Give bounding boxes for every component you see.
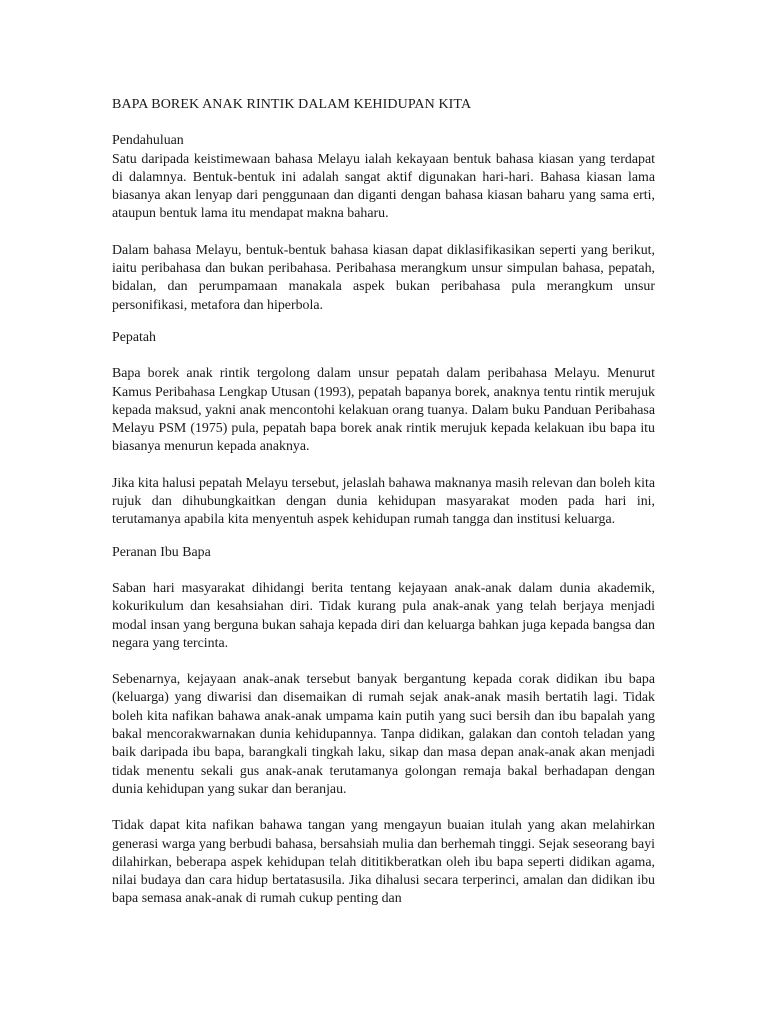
paragraph: Saban hari masyarakat dihidangi berita tentang kejayaan anak-anak dalam dunia akademik, kokurikulum dan kesahsiahan diri. Tidak kurang pula anak-anak yang telah berjaya menjadi modal insan yang berguna bukan sahaja kepada diri dan keluarga bahkan juga kepada bangsa dan negara yang tercinta. — [112, 580, 655, 651]
document-body — [112, 96, 655, 909]
paragraph: Satu daripada keistimewaan bahasa Melayu ialah kekayaan bentuk bahasa kiasan yang terdapat di dalamnya. Bentuk-bentuk ini adalah sangat aktif digunakan hari-hari. Bahasa kiasan lama biasanya akan lenyap dari penggunaan dan diganti dengan bahasa kiasan baharu yang sama erti, ataupun bentuk lama itu mendapat makna baharu. — [112, 151, 655, 222]
paragraph: Tidak dapat kita nafikan bahawa tangan yang mengayun buaian itulah yang akan melahirkan generasi warga yang berbudi bahasa, bersahsiah mulia dan berhemah tinggi. Sejak seseorang bayi dilahirkan, beberapa aspek kehidupan telah dititikberatkan oleh ibu bapa seperti didikan agama, nilai budaya dan cara hidup bertatasusila. Jika dihalusi secara terperinci, amalan dan didikan ibu bapa semasa anak-anak di rumah cukup penting dan — [112, 818, 655, 907]
paragraph: Dalam bahasa Melayu, bentuk-bentuk bahasa kiasan dapat diklasifikasikan seperti yang berikut, iaitu peribahasa dan bukan peribahasa. Peribahasa merangkum unsur simpulan bahasa, pepatah, bidalan, dan perumpamaan manakala aspek bukan peribahasa pula merangkum unsur personifikasi, metafora dan hiperbola. — [112, 242, 655, 313]
paragraph: Sebenarnya, kejayaan anak-anak tersebut banyak bergantung kepada corak didikan ibu bapa (keluarga) yang diwarisi dan disemaikan di rumah sejak anak-anak masih bertatih lagi. Tidak boleh kita nafikan bahawa anak-anak umpama kain putih yang suci bersih dan ibu bapalah yang bakal mencorakwarnakan dunia kehidupannya. Tanpa didikan, galakan dan contoh teladan yang baik daripada ibu bapa, barangkali tingkah laku, sikap dan masa depan anak-anak akan menjadi tidak menentu sekali gus anak-anak terutamanya golongan remaja bakal berhadapan dengan dunia kehidupan yang sukar dan beranjau. — [112, 672, 655, 797]
section-heading-pepatah: Pepatah — [112, 329, 156, 345]
document-title: BAPA BOREK ANAK RINTIK DALAM KEHIDUPAN KITA — [112, 97, 472, 112]
paragraph: Bapa borek anak rintik tergolong dalam unsur pepatah dalam peribahasa Melayu. Menurut Kamus Peribahasa Lengkap Utusan (1993), pepatah bapanya borek, anaknya tentu rintik merujuk kepada maksud, yakni anak mencontohi kelakuan orang tuanya. Dalam buku Panduan Peribahasa Melayu PSM (1975) pula, pepatah bapa borek anak rintik merujuk kepada kelakuan ibu bapa itu biasanya menurun kepada anaknya. — [112, 366, 655, 455]
paragraph: Jika kita halusi pepatah Melayu tersebut, jelaslah bahawa maknanya masih relevan dan boleh kita rujuk dan dihubungkaitkan dengan dunia kehidupan masyarakat moden pada hari ini, terutamanya apabila kita menyentuh aspek kehidupan rumah tangga dan institusi keluarga. — [112, 475, 655, 528]
section-heading-pendahuluan: Pendahuluan — [112, 133, 184, 149]
section-heading-peranan-ibu-bapa: Peranan Ibu Bapa — [112, 544, 211, 560]
